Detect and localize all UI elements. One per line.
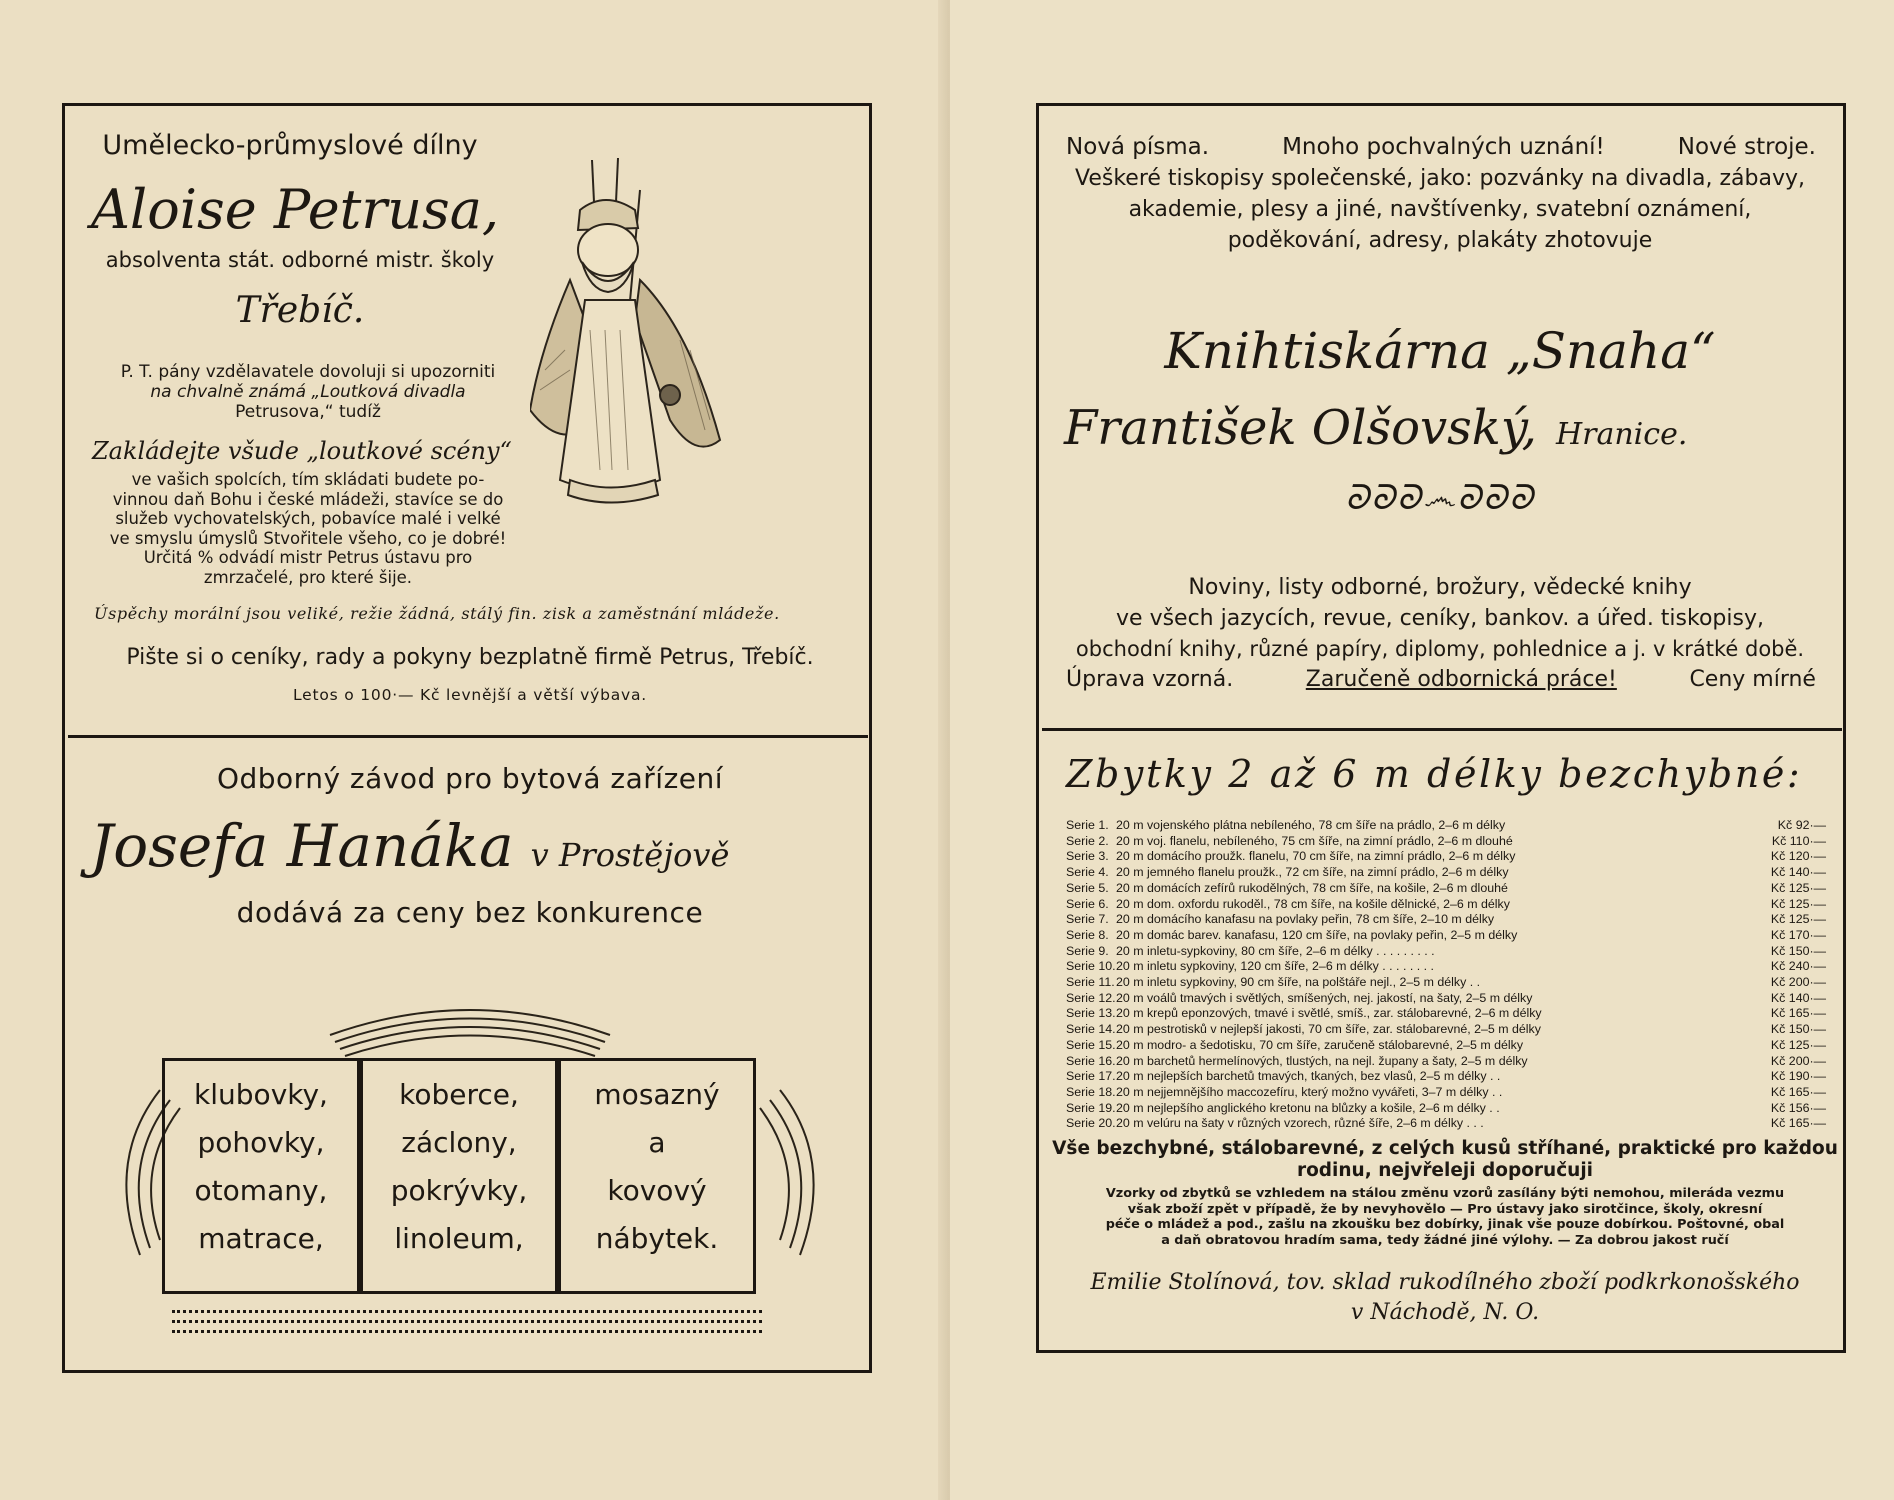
serie-price: Kč 150·— <box>1770 943 1826 958</box>
serie-desc: 20 m inletu sypkoviny, 90 cm šíře, na polštáře nejl., 2–5 m délky . . <box>1116 975 1481 990</box>
serie-label: Serie 17. <box>1066 1069 1116 1084</box>
petrus-city: Třebíč. <box>235 290 365 331</box>
serie-price: Kč 125·— <box>1770 880 1826 895</box>
serie-price: Kč 165·— <box>1770 1116 1826 1131</box>
serie-desc: 20 m barchetů hermelínových, tlustých, na nejl. župany a šaty, 2–5 m délky <box>1116 1053 1528 1068</box>
hanak-item: pohovky, <box>197 1126 325 1159</box>
serie-price: Kč 92·— <box>1777 818 1826 832</box>
serie-desc: 20 m krepů eponzových, tmavé i světlé, smíš., zar. stálobarevné, 2–6 m délky <box>1116 1006 1542 1021</box>
table-row <box>1066 991 1826 1007</box>
zbytky-price-table <box>1066 818 1826 1132</box>
table-row <box>1066 1069 1826 1085</box>
right-page <box>950 0 1894 1500</box>
serie-desc: 20 m inletu-sypkoviny, 80 cm šíře, 2–6 m délky . . . . . . . . . <box>1116 943 1435 958</box>
table-row <box>1066 1054 1826 1070</box>
serie-desc: 20 m domácího kanafasu na povlaky peřin, 78 cm šíře, 2–10 m délky <box>1116 912 1495 927</box>
serie-label: Serie 19. <box>1066 1100 1116 1115</box>
snaha-top-row <box>1066 134 1816 160</box>
serie-desc: 20 m velúru na šaty v různých vzorech, různé šíře, 2–6 m délky . . . <box>1116 1116 1484 1131</box>
hanak-item: kovový <box>607 1174 707 1207</box>
serie-desc: 20 m domácích zefírů rukodělných, 78 cm šíře, na košile, 2–6 m dlouhé <box>1116 880 1508 895</box>
table-row <box>1066 1101 1826 1117</box>
snaha-owner: František Olšovský, <box>1064 400 1537 456</box>
snaha-intro-line: poděkování, adresy, plakáty zhotovuje <box>1227 228 1653 253</box>
snaha-top-item: Mnoho pochvalných uznání! <box>1282 134 1605 160</box>
serie-label: Serie 11. <box>1066 975 1115 990</box>
table-row <box>1066 975 1826 991</box>
serie-label: Serie 13. <box>1066 1006 1116 1021</box>
serie-label: Serie 10. <box>1066 959 1116 974</box>
snaha-name: Knihtiskárna „Snaha“ <box>1164 322 1716 380</box>
petrus-body-line: služeb vychovatelských, pobavíce malé i velké <box>115 509 501 528</box>
petrus-credential: absolventa stát. odborné mistr. školy <box>105 248 495 272</box>
petrus-body-line: zmrzačelé, pro které šije. <box>203 567 413 587</box>
serie-label: Serie 6. <box>1066 896 1109 911</box>
snaha-top-item: Nové stroje. <box>1677 134 1816 160</box>
hanak-item: nábytek. <box>595 1222 719 1255</box>
serie-desc: 20 m vojenského plátna nebíleného, 78 cm šíře na prádlo, 2–6 m délky <box>1116 818 1506 832</box>
serie-price: Kč 150·— <box>1770 1022 1826 1037</box>
left-divider <box>68 735 868 738</box>
snaha-bottom-item: Úprava vzorná. <box>1066 667 1234 692</box>
table-row <box>1066 881 1826 897</box>
serie-price: Kč 165·— <box>1770 1084 1826 1099</box>
zbytky-fine-print-line: Vzorky od zbytků se vzhledem na stálou změnu vzorů zasílány býti nemohou, mileráda vezmu <box>1105 1186 1785 1201</box>
serie-label: Serie 8. <box>1066 927 1109 942</box>
serie-label: Serie 4. <box>1066 865 1109 880</box>
table-row <box>1066 849 1826 865</box>
petrus-body-line: ve vašich spolcích, tím skládati budete po- <box>131 470 485 489</box>
snaha-ornament: ᘐᘐᘐ෴ᘐᘐᘐ <box>1345 478 1535 518</box>
petrus-body-2 <box>88 470 528 587</box>
serie-price: Kč 200·— <box>1770 1053 1826 1068</box>
serie-desc: 20 m domácího proužk. flanelu, 70 cm šíře, na zimní prádlo, 2–6 m délky <box>1116 849 1516 864</box>
right-divider <box>1042 728 1842 731</box>
hanak-intro: Odborný závod pro bytová zařízení <box>216 762 724 795</box>
serie-label: Serie 1. <box>1066 818 1109 832</box>
serie-price: Kč 240·— <box>1770 959 1826 974</box>
petrus-body-line: P. T. pány vzdělavatele dovoluji si upozorniti <box>120 362 496 382</box>
serie-desc: 20 m modro- a šedotisku, 70 cm šíře, zaručeně stálobarevné, 2–5 m délky <box>1116 1037 1524 1052</box>
serie-price: Kč 200·— <box>1770 975 1826 990</box>
hanak-item: koberce, <box>399 1078 519 1111</box>
hanak-item: matrace, <box>198 1222 324 1255</box>
table-row <box>1066 865 1826 881</box>
serie-desc: 20 m domác barev. kanafasu, 120 cm šíře, na povlaky peřin, 2–5 m délky <box>1116 927 1518 942</box>
snaha-owner-line <box>1064 400 1844 456</box>
petrus-slogan: Zakládejte všude „loutkové scény“ <box>92 437 512 465</box>
serie-label: Serie 20. <box>1066 1116 1116 1131</box>
snaha-city: Hranice. <box>1555 417 1688 452</box>
serie-label: Serie 14. <box>1066 1022 1116 1037</box>
zbytky-fine-print-line: péče o mládež a pod., zašlu na zkoušku bez dobírky, jinak vše pouze dobírkou. Poštovné, obal <box>1105 1217 1785 1232</box>
serie-label: Serie 18. <box>1066 1084 1116 1099</box>
table-row <box>1066 1006 1826 1022</box>
table-row <box>1066 1116 1826 1132</box>
hanak-box-upholstery <box>162 1058 360 1294</box>
serie-label: Serie 12. <box>1066 990 1116 1005</box>
serie-desc: 20 m voálů tmavých i světlých, smíšených, nej. jakostí, na šaty, 2–5 m délky <box>1116 990 1533 1005</box>
serie-desc: 20 m inletu sypkoviny, 120 cm šíře, 2–6 m délky . . . . . . . . <box>1116 959 1434 974</box>
serie-label: Serie 9. <box>1066 943 1109 958</box>
serie-label: Serie 5. <box>1066 880 1109 895</box>
hanak-dotted-rule <box>172 1310 762 1313</box>
serie-price: Kč 170·— <box>1770 927 1826 942</box>
snaha-intro <box>1050 163 1830 256</box>
hanak-item: a <box>648 1126 666 1159</box>
table-row <box>1066 1085 1826 1101</box>
serie-desc: 20 m dom. oxfordu rukoděl., 78 cm šíře, na košile dělnické, 2–6 m délky <box>1116 896 1510 911</box>
table-row <box>1066 1038 1826 1054</box>
serie-desc: 20 m voj. flanelu, nebíleného, 75 cm šíře, na zimní prádlo, 2–6 m dlouhé <box>1116 833 1513 848</box>
petrus-discount: Letos o 100·— Kč levnější a větší výbava. <box>292 686 648 704</box>
snaha-bottom-item: Zaručeně odbornická práce! <box>1305 667 1617 692</box>
serie-label: Serie 16. <box>1066 1053 1116 1068</box>
hanak-box-textiles <box>360 1058 558 1294</box>
serie-price: Kč 120·— <box>1770 849 1826 864</box>
petrus-body-line: ve smyslu úmyslů Stvořitele všeho, co je dobré! <box>109 528 507 548</box>
table-row <box>1066 834 1826 850</box>
hanak-place: v Prostějově <box>530 836 730 874</box>
hanak-item: otomany, <box>194 1174 328 1207</box>
petrus-body-line: vinnou daň Bohu i české mládeži, stavíce se do <box>112 489 504 509</box>
serie-price: Kč 125·— <box>1770 1037 1826 1052</box>
zbytky-summary-line: rodinu, nejvřeleji doporučuji <box>1296 1160 1594 1181</box>
hanak-heading <box>90 812 870 880</box>
serie-desc: 20 m jemného flanelu proužk., 72 cm šíře, na zimní prádlo, 2–6 m délky <box>1116 865 1509 880</box>
snaha-bottom-item: Ceny mírné <box>1689 667 1816 692</box>
serie-label: Serie 7. <box>1066 912 1109 927</box>
serie-price: Kč 125·— <box>1770 912 1826 927</box>
serie-price: Kč 156·— <box>1770 1100 1826 1115</box>
hanak-dotted-rule <box>172 1320 762 1323</box>
serie-price: Kč 165·— <box>1770 1006 1826 1021</box>
hanak-name: Josefa Hanáka <box>90 812 514 880</box>
zbytky-signature-line: v Náchodě, N. O. <box>1350 1300 1540 1325</box>
hanak-tagline: dodává za ceny bez konkurence <box>236 896 704 929</box>
serie-desc: 20 m pestrotisků v nejlepší jakosti, 70 cm šíře, zar. stálobarevné, 2–5 m délky <box>1116 1022 1541 1037</box>
petrus-italic-line: Úspěchy morální jsou veliké, režie žádná, stálý fin. zisk a zaměstnání mládeže. <box>94 604 780 623</box>
petrus-call-to-action: Pište si o ceníky, rady a pokyny bezplatně firmě Petrus, Třebíč. <box>126 645 814 670</box>
table-row <box>1066 912 1826 928</box>
zbytky-summary-line: Vše bezchybné, stálobarevné, z celých kusů stříhané, praktické pro každou <box>1052 1138 1838 1159</box>
snaha-bottom-row <box>1066 667 1816 692</box>
serie-desc: 20 m nejlepšího anglického kretonu na blůzky a košile, 2–6 m délky . . <box>1116 1100 1500 1115</box>
table-row <box>1066 818 1826 834</box>
puppet-illustration <box>530 150 850 570</box>
hanak-item: klubovky, <box>194 1078 328 1111</box>
petrus-name: Aloise Petrusa, <box>90 178 500 241</box>
snaha-body-line: obchodní knihy, různé papíry, diplomy, pohlednice a j. v krátké době. <box>1075 637 1805 661</box>
table-row <box>1066 1022 1826 1038</box>
snaha-body-line: ve všech jazycích, revue, ceníky, bankov. a úřed. tiskopisy, <box>1116 606 1764 631</box>
petrus-intro: Umělecko-průmyslové dílny <box>102 130 478 161</box>
hanak-dotted-rule <box>172 1330 762 1333</box>
table-row <box>1066 928 1826 944</box>
hanak-box-furniture <box>558 1058 756 1294</box>
serie-price: Kč 140·— <box>1770 865 1826 880</box>
petrus-body <box>88 362 528 422</box>
hanak-item: pokrývky, <box>390 1174 528 1207</box>
serie-price: Kč 190·— <box>1770 1069 1826 1084</box>
snaha-body <box>1050 572 1830 665</box>
zbytky-signature-line: Emilie Stolínová, tov. sklad rukodílného zboží podkrkonošského <box>1090 1270 1800 1295</box>
serie-desc: 20 m nejlepších barchetů tmavých, tkaných, bez vlasů, 2–5 m délky . . <box>1116 1069 1501 1084</box>
zbytky-fine-print <box>1050 1186 1840 1248</box>
snaha-intro-line: Veškeré tiskopisy společenské, jako: pozvánky na divadla, zábavy, <box>1075 166 1805 191</box>
zbytky-heading: Zbytky 2 až 6 m délky bezchybné: <box>1066 752 1803 796</box>
petrus-body-line: Petrusova,“ tudíž <box>235 402 381 422</box>
serie-label: Serie 3. <box>1066 849 1109 864</box>
hanak-item: linoleum, <box>394 1222 524 1255</box>
zbytky-fine-print-line: však zboží zpět v případě, že by nevyhovělo — Pro ústavy jako sirotčince, školy, okresní <box>1127 1201 1763 1217</box>
snaha-top-item: Nová písma. <box>1066 134 1210 160</box>
serie-label: Serie 2. <box>1066 833 1109 848</box>
table-row <box>1066 959 1826 975</box>
hanak-item: záclony, <box>401 1126 517 1159</box>
snaha-intro-line: akademie, plesy a jiné, navštívenky, svatební oznámení, <box>1128 197 1752 222</box>
zbytky-fine-print-line: a daň obratovou hradím sama, tedy žádné jiné výlohy. — Za dobrou jakost ručí <box>1161 1232 1729 1248</box>
zbytky-summary <box>1050 1138 1840 1182</box>
table-row <box>1066 944 1826 960</box>
petrus-body-line: Určitá % odvádí mistr Petrus ústavu pro <box>143 548 473 567</box>
serie-desc: 20 m nejjemnějšího maccozefíru, který možno vyvářeti, 3–7 m délky . . <box>1116 1084 1503 1099</box>
serie-price: Kč 110·— <box>1771 833 1826 848</box>
table-row <box>1066 897 1826 913</box>
hanak-item: mosazný <box>594 1078 720 1111</box>
snaha-body-line: Noviny, listy odborné, brožury, vědecké knihy <box>1188 575 1692 600</box>
petrus-body-line: na chvalně známá „Loutková divadla <box>150 382 466 402</box>
serie-price: Kč 125·— <box>1770 896 1826 911</box>
serie-price: Kč 140·— <box>1770 990 1826 1005</box>
serie-label: Serie 15. <box>1066 1037 1116 1052</box>
zbytky-signature <box>1050 1268 1840 1328</box>
